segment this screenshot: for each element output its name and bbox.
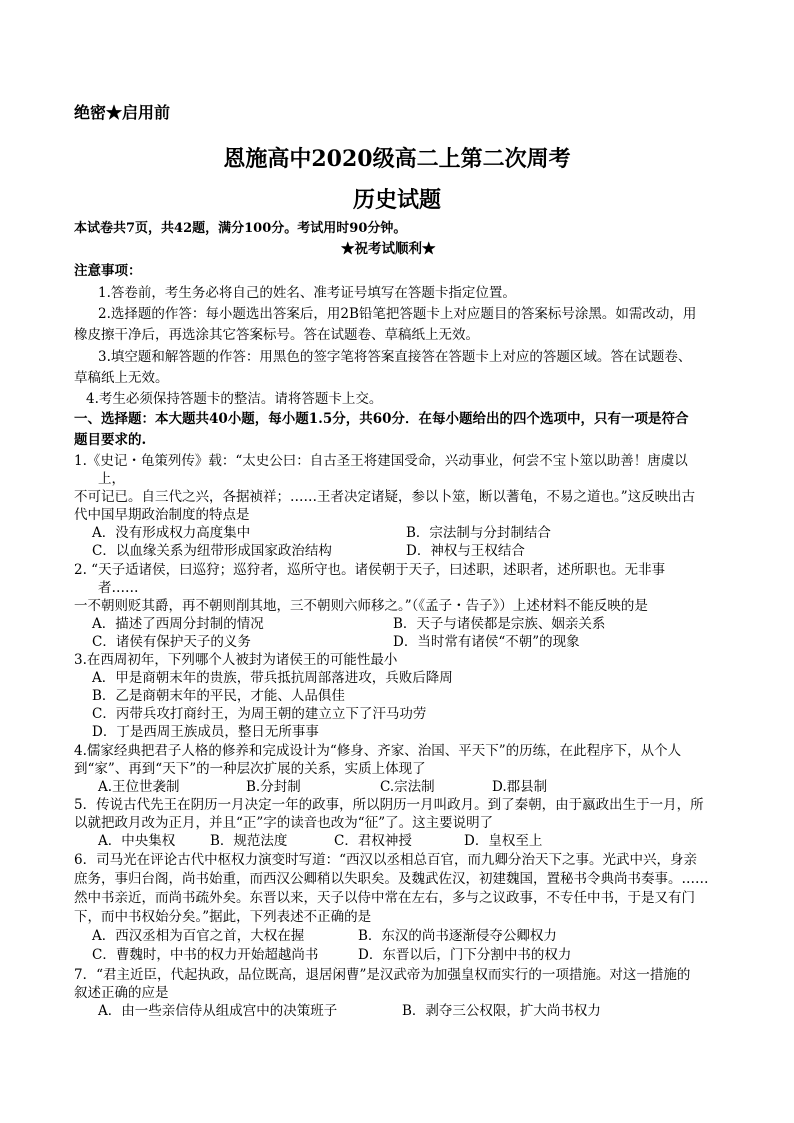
note-4: 4.考生必须保持答题卡的整洁。请将答题卡上交。 <box>86 391 383 407</box>
subject-title: 历史试题 <box>352 187 441 213</box>
note-3-line-1: 3.填空题和解答题的作答：用黑色的签字笔将答案直接答在答题卡上对应的答题区域。答在试题卷、 <box>98 349 692 365</box>
q1-option-a: A．没有形成权力高度集中 <box>92 525 251 541</box>
exam-info: 本试卷共7页，共42题，满分100分。考试用时90分钟。 <box>74 221 407 236</box>
notes-heading: 注意事项： <box>74 263 142 279</box>
q2-option-c: C．诸侯有保护天子的义务 <box>92 634 251 650</box>
q1-option-b: B．宗法制与分封制结合 <box>406 525 551 541</box>
section-heading-line-2: 题目要求的. <box>74 432 147 448</box>
q6-stem-line-3: 然中书亲近，而尚书疏外矣。东晋以来，天子以侍中常在左右，多与之议政事，不专任中书，于是又有门 <box>74 890 695 906</box>
note-2-line-1: 2.选择题的作答：每小题选出答案后，用2B铅笔把答题卡上对应题目的答案标号涂黑。如需改动，用 <box>98 306 697 322</box>
q1-option-c: C．以血缘关系为纽带形成国家政治结构 <box>92 543 332 559</box>
note-1: 1.答卷前，考生务必将自己的姓名、准考证号填写在答题卡指定位置。 <box>98 285 516 301</box>
note-3-line-2: 草稿纸上无效。 <box>74 370 169 386</box>
q1-stem-line-3: 不可记已。自三代之兴，各据祯祥；……王者决定诸疑，参以卜筮，断以蓍龟，不易之道也。”这反映出古 <box>74 489 696 505</box>
q2-stem-line-2: 者…… <box>98 580 139 596</box>
q5-option-d: D．皇权至上 <box>464 833 543 849</box>
q6-stem-line-4: 下，而中书权始分矣。”据此，下列表述不正确的是 <box>74 909 372 925</box>
q5-option-b: B．规范法度 <box>210 833 288 849</box>
q6-option-d: D．东晋以后，门下分割中书的权力 <box>358 947 572 963</box>
q3-option-d: D．丁是西周王族成员，整日无所事事 <box>92 724 319 740</box>
q1-stem-line-2: 上， <box>98 471 125 487</box>
q6-option-c: C．曹魏时，中书的权力开始超越尚书 <box>92 947 319 963</box>
q2-option-a: A．描述了西周分封制的情况 <box>92 616 264 632</box>
q5-stem-line-1: 5．传说古代先王在阴历一月决定一年的政事，所以阴历一月叫政月。到了秦朝，由于嬴政出生于一月，所 <box>74 797 704 813</box>
q3-stem-line-1: 3.在西周初年，下列哪个人被封为诸侯王的可能性最小 <box>74 652 398 668</box>
good-luck-line: ★祝考试顺利★ <box>341 241 436 257</box>
q2-stem-line-3: 一不朝则贬其爵，再不朝则削其地，三不朝则六师移之。”（《孟子・告子》）上述材料不能反映的是 <box>74 598 648 614</box>
section-heading-line-1: 一、选择题：本大题共40小题，每小题1.5分，共60分．在每小题给出的四个选项中，只有一项是符合 <box>74 411 689 427</box>
q2-option-b: B．天子与诸侯都是宗族、姻亲关系 <box>393 616 606 632</box>
q5-option-c: C．君权神授 <box>334 833 412 849</box>
q4-stem-line-2: 到“家”、再到“天下”的一种层次扩展的关系，实质上体现了 <box>74 761 426 777</box>
q7-stem-line-1: 7．“君主近臣，代起执政，品位既高，退居闲曹”是汉武帝为加强皇权而实行的一项措施。对这一措施的 <box>74 967 691 983</box>
q4-stem-line-1: 4.儒家经典把君子人格的修养和完成设计为“修身、齐家、治国、平天下”的历练，在此程序下，从个人 <box>74 743 682 759</box>
q6-option-b: B．东汉的尚书逐渐侵夺公卿权力 <box>358 928 557 944</box>
q1-option-d: D．神权与王权结合 <box>406 543 525 559</box>
q1-stem-line-4: 代中国早期政治制度的特点是 <box>74 507 250 523</box>
q4-option-a: A.王位世袭制 <box>98 779 180 795</box>
q7-option-a: A．由一些亲信侍从组成宫中的决策班子 <box>98 1003 338 1019</box>
q6-option-a: A．西汉丞相为百官之首，大权在握 <box>92 928 305 944</box>
confidential-mark: 绝密★启用前 <box>74 103 171 122</box>
q4-option-c: C.宗法制 <box>380 779 435 795</box>
q3-option-a: A．甲是商朝末年的贵族，带兵抵抗周部落进攻，兵败后降周 <box>92 670 453 686</box>
exam-title: 恩施高中2020级高二上第二次周考 <box>223 146 571 172</box>
q4-option-d: D.郡县制 <box>492 779 548 795</box>
note-2-line-2: 橡皮擦干净后，再选涂其它答案标号。答在试题卷、草稿纸上无效。 <box>74 327 479 343</box>
q3-option-b: B．乙是商朝末年的平民，才能、人品俱佳 <box>92 688 345 704</box>
q2-option-d: D．当时常有诸侯“不朝”的现象 <box>393 634 580 650</box>
q6-stem-line-1: 6．司马光在评论古代中枢权力演变时写道：“西汉以丞相总百官，而九卿分治天下之事。光武中兴，身亲 <box>74 852 697 868</box>
q1-stem-line-1: 1.《史记・龟策列传》载：“太史公曰：自古圣王将建国受命，兴动事业，何尝不宝卜筮以助善！唐虞以 <box>74 453 688 469</box>
q7-stem-line-2: 叙述正确的应是 <box>74 985 169 1001</box>
q3-option-c: C．丙带兵攻打商纣王，为周王朝的建立立下了汗马功劳 <box>92 706 427 722</box>
q5-stem-line-2: 以就把政月改为正月，并且“正”字的读音也改为“征”了。这主要说明了 <box>74 815 494 831</box>
q2-stem-line-1: 2. “天子适诸侯，曰巡狩；巡狩者，巡所守也。诸侯朝于天子，曰述职，述职者，述所职也。无非事 <box>74 562 666 578</box>
q7-option-b: B．剥夺三公权限，扩大尚书权力 <box>402 1003 601 1019</box>
q6-stem-line-2: 庶务，事归台阁，尚书始重，而西汉公卿稍以失职矣。及魏武佐汉，初建魏国，置秘书令典尚书奏事。…… <box>74 871 709 887</box>
q4-option-b: B.分封制 <box>246 779 301 795</box>
q5-option-a: A．中央集权 <box>98 833 176 849</box>
